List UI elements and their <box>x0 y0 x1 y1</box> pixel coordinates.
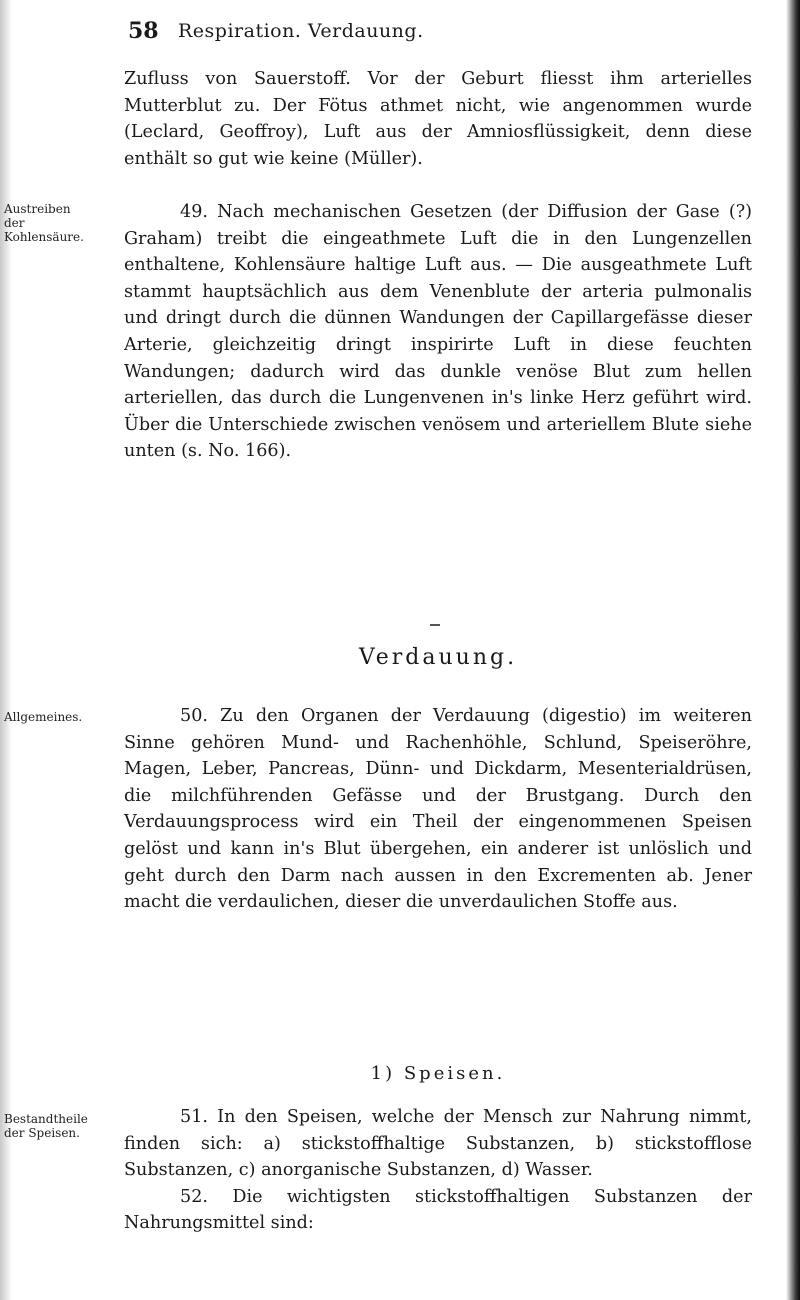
margin-note-kohlensaeure: Austreiben der Kohlensäure. <box>4 202 84 244</box>
sub-heading-speisen: 1) Speisen. <box>370 1063 506 1084</box>
paragraph-text: 49. Nach mechanischen Gesetzen (der Diffusion der Gase (?) Graham) treibt die eingeathmete Luft die in den Lungenzellen enthaltene, Kohlensäure haltige Luft aus. — Die ausgeathmete Luft stammt hauptsächlich aus dem Venenblute der arteria pulmonalis und dringt durch die dünnen Wandungen der Capillargefässe dieser Arterie, gleichzeitig dringt inspirirte Luft in diese feuchten Wandungen; dadurch wird das dunkle venöse Blut zum hellen arteriellen, das durch die Lungenvenen in's linke Herz geführt wird. Über die Unterschiede zwischen venösem und arteriellem Blute siehe unten (s. No. 166). <box>124 202 752 462</box>
ink-dash <box>430 624 440 626</box>
page-gutter-shadow <box>0 0 12 1300</box>
page-number: 58 <box>128 18 159 44</box>
margin-note-allgemeines: Allgemeines. <box>4 710 83 724</box>
paragraph-text: Zufluss von Sauerstoff. Vor der Geburt fliesst ihm arterielles Mutterblut zu. Der Fötus athmet nicht, wie angenommen wurde (Leclard, Geoffroy), Luft aus der Amniosflüssigkeit, denn diese enthält so gut wie keine (Müller). <box>124 69 752 169</box>
section-heading-verdauung: Verdauung. <box>358 645 518 670</box>
paragraph-51 <box>124 1104 752 1237</box>
margin-note-bestandtheile: Bestandtheile der Speisen. <box>4 1112 88 1140</box>
page-right-edge <box>786 0 800 1300</box>
paragraph-text: 50. Zu den Organen der Verdauung (digestio) im weiteren Sinne gehören Mund- und Rachenhöhle, Schlund, Speiseröhre, Magen, Leber, Pancreas, Dünn- und Dickdarm, Mesenterialdrüsen, die milchführenden Gefässe und der Brustgang. Durch den Verdauungsprocess wird ein Theil der eingenommenen Speisen gelöst und kann in's Blut übergehen, ein anderer ist unlöslich und geht durch den Darm nach aussen in den Excrementen ab. Jener macht die verdaulichen, dieser die unverdaulichen Stoffe aus. <box>124 706 752 913</box>
paragraph-49 <box>124 199 752 465</box>
paragraph-52-text: 52. Die wichtigsten stickstoffhaltigen Substanzen der Nahrungsmittel sind: <box>124 1186 752 1234</box>
paragraph-fetal-respiration <box>124 66 752 172</box>
paragraph-50 <box>124 703 752 916</box>
running-head: Respiration. Verdauung. <box>178 20 424 42</box>
paragraph-text: 51. In den Speisen, welche der Mensch zur Nahrung nimmt, finden sich: a) stickstoffhaltige Substanzen, b) stickstofflose Substanzen, c) anorganische Substanzen, d) Wasser. <box>124 1107 752 1181</box>
page-header <box>128 18 748 58</box>
